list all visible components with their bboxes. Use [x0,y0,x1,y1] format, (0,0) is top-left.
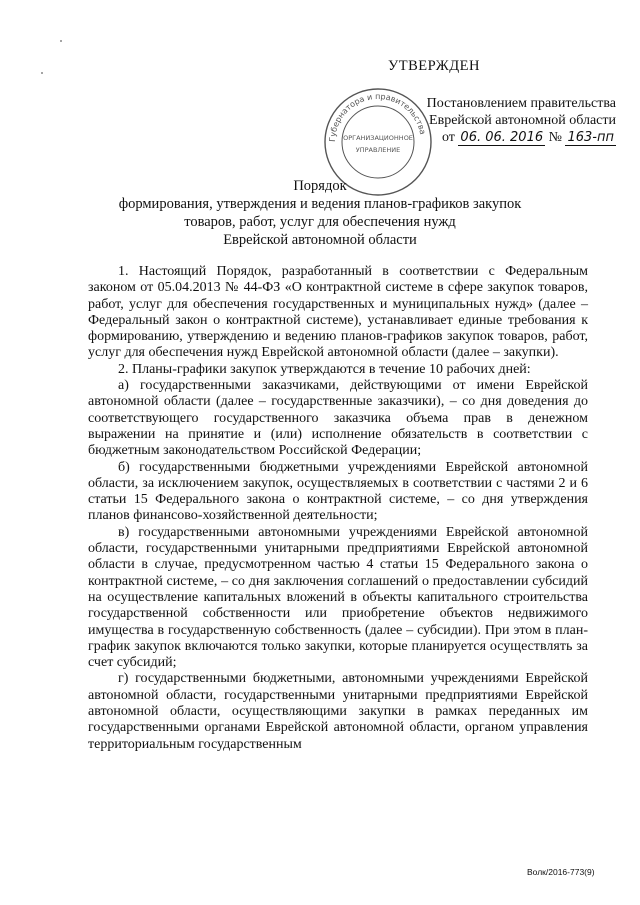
paragraph-2a: а) государственными заказчиками, действующими от имени Еврейской автономной области (далее – государственные заказчики), – со дня доведения до соответствующего государственного заказчика объема прав в денежном выражении на принятие и (или) исполнение обязательств в соответствии с бюджетным законодательством Российской Федерации; [88,378,588,459]
decree-line-1: Постановлением правительства [426,96,616,111]
document-title [60,177,580,249]
title-line-2: формирования, утверждения и ведения планов-графиков закупок [118,196,522,212]
title-line-1: Порядок [293,178,347,194]
document-body [88,264,588,753]
paragraph-2g: г) государственными бюджетными, автономными учреждениями Еврейской автономной области, государственными унитарными предприятиями Еврейской автономной области, осуществляющими закупки в рамках переданных им государственными органами Еврейской автономной области, органом управления территориальным государственным [88,671,588,752]
document-code: Волк/2016-773(9) [527,867,595,877]
number-prefix: № [548,130,562,145]
handwritten-number: 163-пп [567,130,614,145]
approved-heading: УТВЕРЖДЕН [388,58,480,74]
handwritten-date: 06. 06. 2016 [460,130,544,145]
paragraph-2b: б) государственными бюджетными учреждениями Еврейской автономной области, за исключением закупок, осуществляемых в соответствии с частями 2 и 6 статьи 15 Федерального закона о контрактной системе, – со дня утверждения планов финансово-хозяйственной деятельности; [88,459,588,524]
title-line-4: Еврейской автономной области [223,232,417,248]
decree-line-2: Еврейской автономной области [429,113,616,128]
paragraph-2: 2. Планы-графики закупок утверждаются в течение 10 рабочих дней: [118,361,531,377]
title-line-3: товаров, работ, услуг для обеспечения нужд [184,214,456,230]
stamp-ring-text: Губернатора и правительства [327,91,428,143]
scan-speck [60,40,62,42]
decree-reference [376,95,616,146]
scan-speck [41,72,43,74]
date-prefix: от [441,130,455,145]
stamp-line-1: ОРГАНИЗАЦИОННОЕ [343,134,413,142]
decree-date-number [376,129,616,146]
paragraph-2v: в) государственными автономными учреждениями Еврейской автономной области, государственными унитарными предприятиями Еврейской автономной области в случае, предусмотренном частью 4 статьи 15 Федерального закона о контрактной системе, – со дня заключения соглашений о предоставлении субсидий на осуществление капитальных вложений в объекты капитального строительства государственной собственности или приобретение объектов недвижимого имущества в государственную собственность (далее – субсидии). При этом в план-график закупок включаются только закупки, которые планируется осуществлять за счет субсидий; [88,524,588,671]
paragraph-1: 1. Настоящий Порядок, разработанный в соответствии с Федеральным законом от 05.04.2013 № 44-ФЗ «О контрактной системе в сфере закупок товаров, работ, услуг для обеспечения государственных и муниципальных нужд» (далее – Федеральный закон о контрактной системе), устанавливает единые требования к формированию, утверждению и ведению планов-графиков закупок товаров, работ, услуг для обеспечения нужд Еврейской автономной области (далее – закупки). [88,264,588,361]
stamp-line-2: УПРАВЛЕНИЕ [355,146,401,154]
